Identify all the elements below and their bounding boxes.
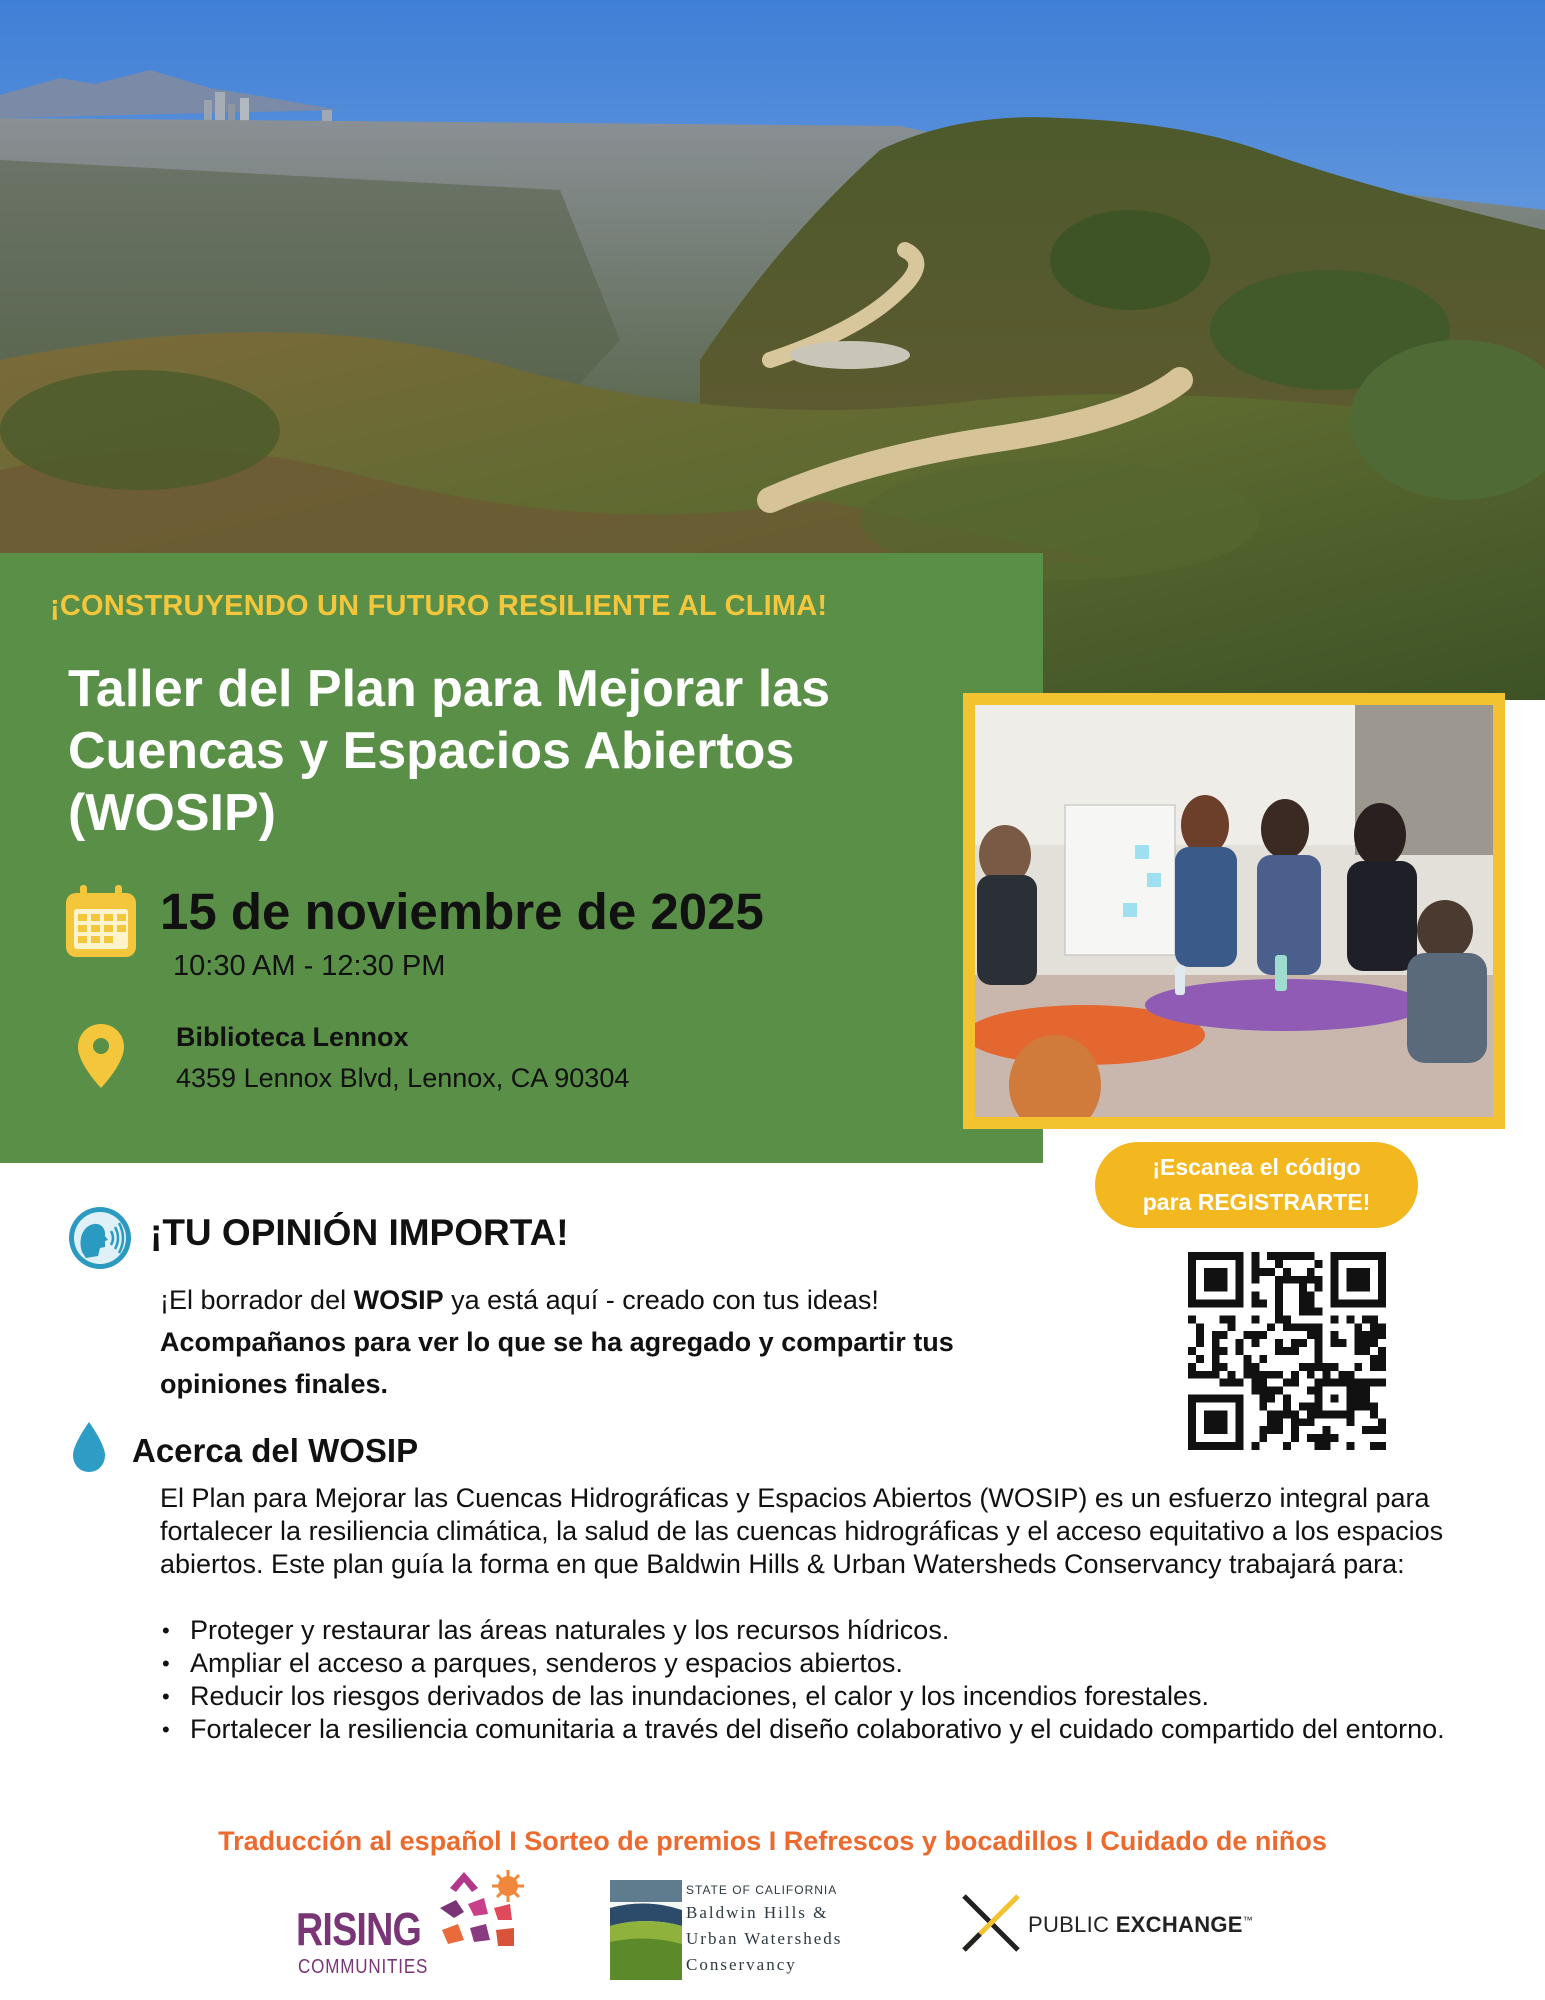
list-item: • Ampliar el acceso a parques, senderos y espacios abiertos.	[160, 1647, 1460, 1680]
about-text: El Plan para Mejorar las Cuencas Hidrográficas y Espacios Abiertos (WOSIP) es un esfuerzo integral para fortalecer la resiliencia climática, la salud de las cuencas hidrográficas y el acceso equitativo a los espacios abiertos. Este plan guía la forma en que Baldwin Hills & Urban Watersheds Conservancy trabajará para:	[160, 1483, 1444, 1579]
event-address: 4359 Lennox Blvd, Lennox, CA 90304	[176, 1063, 630, 1093]
register-callout	[1095, 1142, 1418, 1228]
opinion-cta: Acompañanos para ver lo que se ha agregado y compartir tus opiniones finales.	[160, 1327, 954, 1399]
event-tagline: ¡CONSTRUYENDO UN FUTURO RESILIENTE AL CLIMA!	[50, 590, 828, 622]
list-item: • Proteger y restaurar las áreas naturales y los recursos hídricos.	[160, 1614, 1460, 1647]
opinion-text	[160, 1279, 1060, 1405]
event-title: Taller del Plan para Mejorar las Cuencas y Espacios Abiertos (WOSIP)	[68, 660, 831, 842]
event-date: 15 de noviembre de 2025	[160, 883, 764, 940]
benefits-line: Traducción al español I Sorteo de premios I Refrescos y bocadillos I Cuidado de niños	[218, 1826, 1327, 1856]
bhuwc-logo-mark	[610, 1880, 684, 1980]
public-exchange-mark	[958, 1890, 1024, 1956]
event-venue: Biblioteca Lennox	[176, 1022, 409, 1052]
qr-code[interactable]	[1188, 1252, 1386, 1450]
public-exchange-logo	[958, 1890, 1254, 1960]
about-heading: Acerca del WOSIP	[132, 1432, 419, 1469]
list-item: • Reducir los riesgos derivados de las inundaciones, el calor y los incendios forestales.	[160, 1680, 1460, 1713]
workshop-photo	[963, 693, 1505, 1129]
event-time: 10:30 AM - 12:30 PM	[173, 950, 446, 982]
rising-communities-logo	[296, 1866, 526, 1986]
opinion-line-1: ¡El borrador del WOSIP ya está aquí - creado con tus ideas!	[160, 1285, 879, 1315]
rising-logo-mark	[434, 1870, 526, 1956]
calendar-icon	[62, 883, 140, 961]
about-list	[160, 1614, 1460, 1746]
bhuwc-logo	[610, 1880, 920, 1984]
rising-logo-word: RISING	[296, 1903, 422, 1955]
water-drop-icon	[70, 1420, 108, 1474]
register-line-1: ¡Escanea el código	[1152, 1154, 1361, 1180]
public-exchange-text: PUBLIC EXCHANGE™	[1028, 1912, 1254, 1937]
list-item: • Fortalecer la resiliencia comunitaria a través del diseño colaborativo y el cuidado compartido del entorno.	[160, 1713, 1460, 1746]
bhuwc-logo-text: STATE OF CALIFORNIA Baldwin Hills & Urban Watersheds Conservancy	[686, 1883, 843, 1974]
rising-logo-sub: COMMUNITIES	[298, 1956, 429, 1978]
register-line-2: para REGISTRARTE!	[1142, 1189, 1371, 1215]
speaking-head-icon	[68, 1206, 132, 1270]
location-pin-icon	[76, 1022, 126, 1090]
opinion-heading: ¡TU OPINIÓN IMPORTA!	[150, 1212, 569, 1253]
